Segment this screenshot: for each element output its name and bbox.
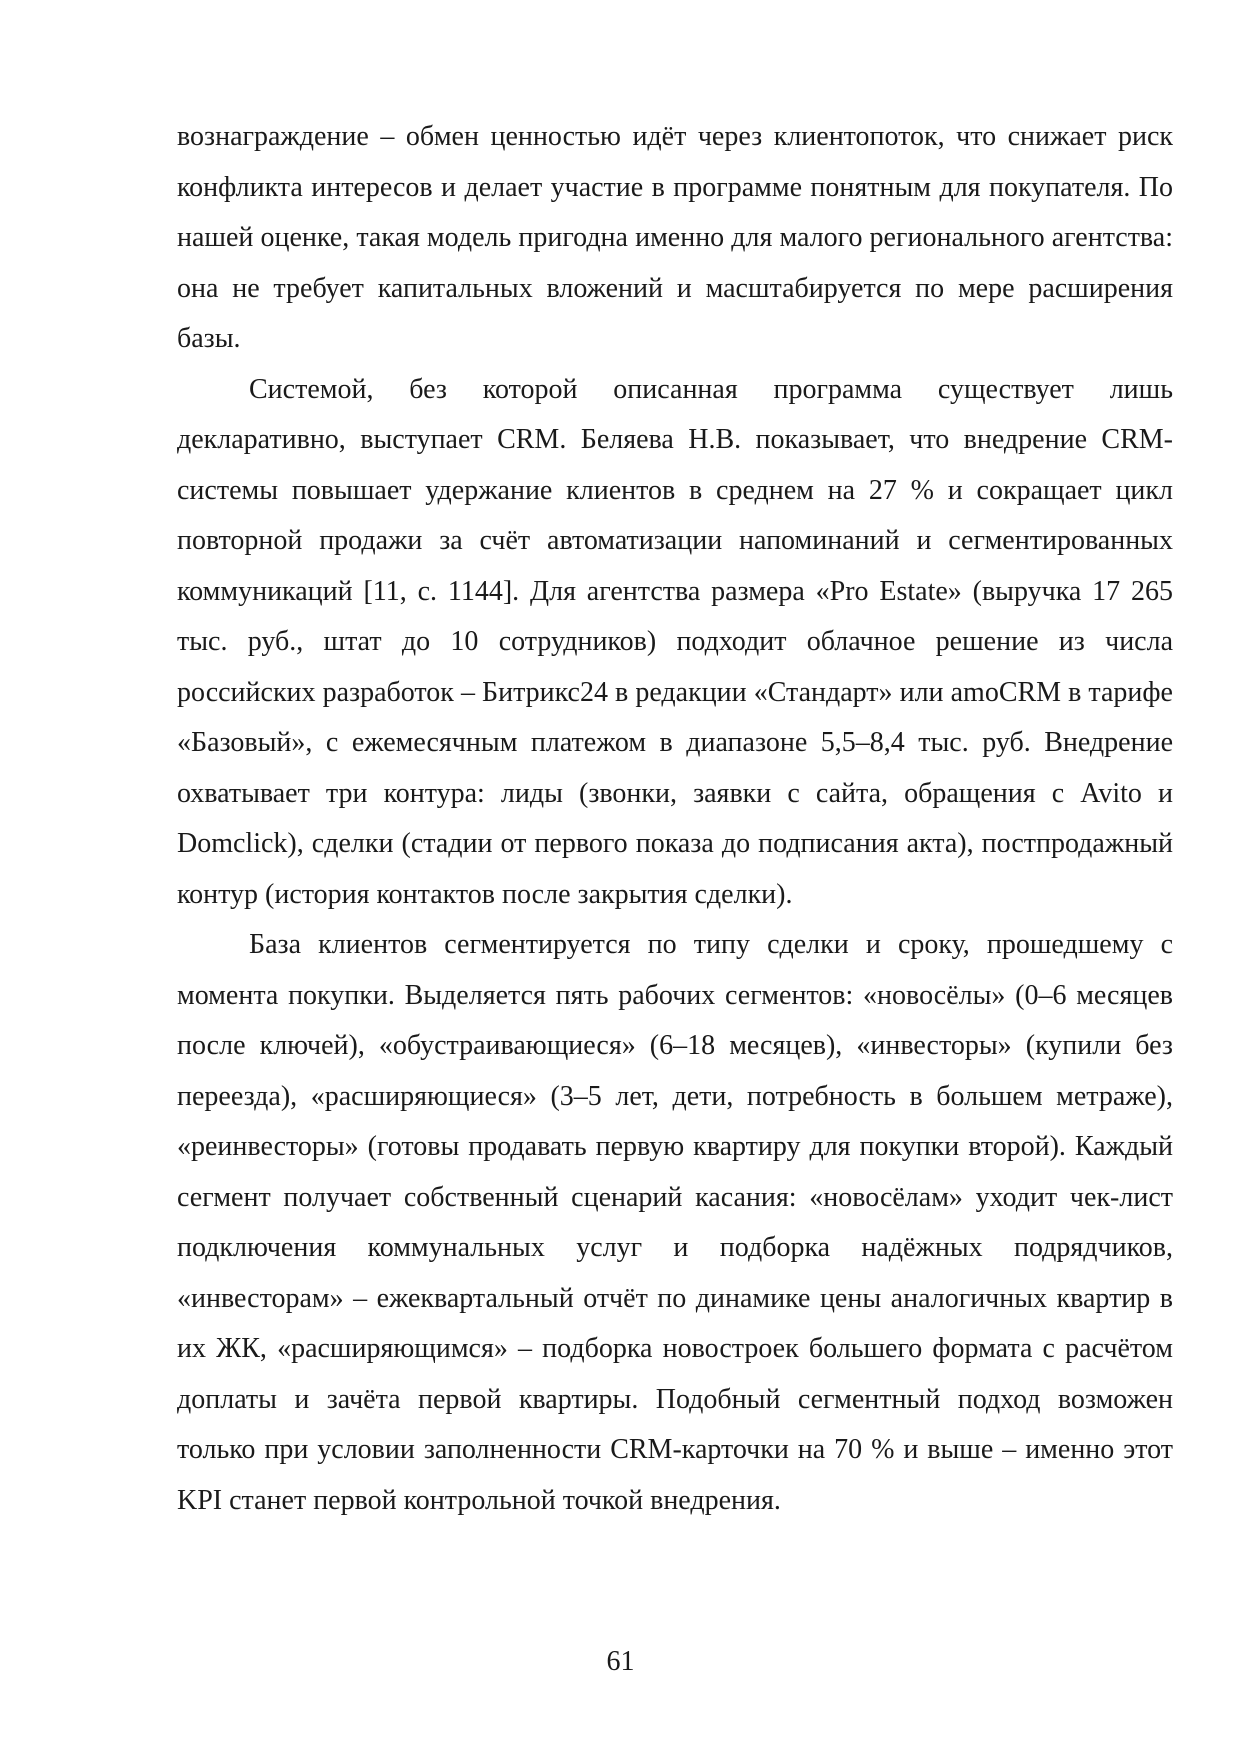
paragraph-1: вознаграждение – обмен ценностью идёт через клиентопоток, что снижает риск конфликта интересов и делает участие в программе понятным для покупателя. По нашей оценке, такая модель пригодна именно для малого регионального агентства: она не требует капитальных вложений и масштабируется по мере расширения базы. [177,121,1173,354]
paragraph-3: База клиентов сегментируется по типу сделки и сроку, прошедшему с момента покупки. Выделяется пять рабочих сегментов: «новосёлы» (0–6 месяцев после ключей), «обустраивающиеся» (6–18 месяцев), «инвесторы» (купили без переезда), «расширяющиеся» (3–5 лет, дети, потребность в большем метраже), «реинвесторы» (готовы продавать первую квартиру для покупки второй). Каждый сегмент получает собственный сценарий касания: «новосёлам» уходит чек-лист подключения коммунальных услуг и подборка надёжных подрядчиков, «инвесторам» – ежеквартальный отчёт по динамике цены аналогичных квартир в их ЖК, «расширяющимся» – подборка новостроек большего формата с расчётом доплаты и зачёта первой квартиры. Подобный сегментный подход возможен только при условии заполненности CRM-карточки на 70 % и выше – именно этот KPI станет первой контрольной точкой внедрения. [177,929,1173,1516]
page-number: 61 [606,1646,635,1677]
body-text [177,112,1173,1526]
paragraph-2: Системой, без которой описанная программа существует лишь декларативно, выступает CRM. Беляева Н.В. показывает, что внедрение CRM-системы повышает удержание клиентов в среднем на 27 % и сокращает цикл повторной продажи за счёт автоматизации напоминаний и сегментированных коммуникаций [11, с. 1144]. Для агентства размера «Pro Estate» (выручка 17 265 тыс. руб., штат до 10 сотрудников) подходит облачное решение из числа российских разработок – Битрикс24 в редакции «Стандарт» или amoCRM в тарифе «Базовый», с ежемесячным платежом в диапазоне 5,5–8,4 тыс. руб. Внедрение охватывает три контура: лиды (звонки, заявки с сайта, обращения с Avito и Domclick), сделки (стадии от первого показа до подписания акта), постпродажный контур (история контактов после закрытия сделки). [177,373,1173,910]
